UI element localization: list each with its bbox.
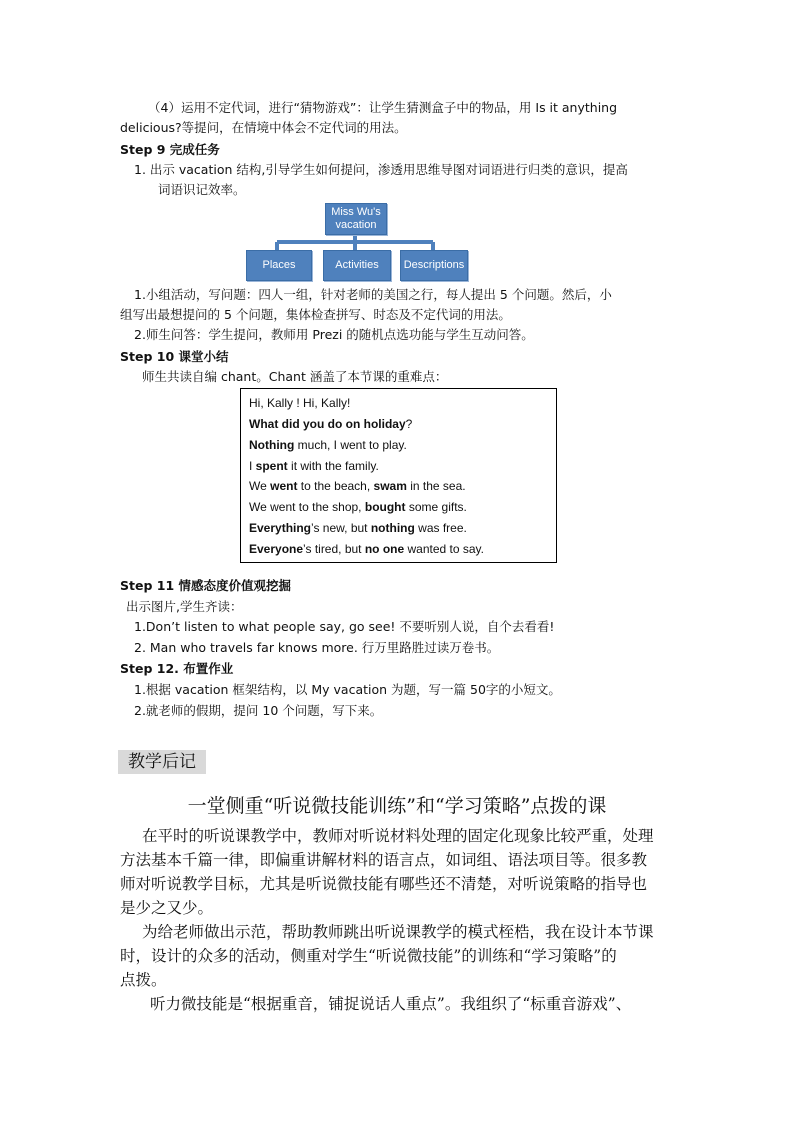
intro-line-1: （4）运用不定代词，进行“猜物游戏”：让学生猜测盒子中的物品，用 Is it anything xyxy=(148,100,618,115)
step9-item1-line2: 词语识记效率。 xyxy=(158,182,246,197)
chant-line-8: Everyone’s tired, but no one wanted to say. xyxy=(249,542,484,556)
step12-item2: 2.就老师的假期，提问 10 个问题，写下来。 xyxy=(134,703,383,718)
step10-intro: 师生共读自编 chant。Chant 涵盖了本节课的重难点： xyxy=(142,369,448,384)
postscript-heading: 教学后记 xyxy=(118,750,206,774)
postscript-p3-line1: 听力微技能是“根据重音，铺捉说话人重点”。我组织了“标重音游戏”、 xyxy=(150,995,632,1013)
mindmap-node-descriptions: Descriptions xyxy=(400,250,468,281)
chant-line-3: Nothing much, I went to play. xyxy=(249,438,407,452)
mindmap-root: Miss Wu's vacation xyxy=(325,203,387,235)
chant-line-6: We went to the shop, bought some gifts. xyxy=(249,500,467,514)
step9-item1-line1: 1. 出示 vacation 结构,引导学生如何提问，渗透用思维导图对词语进行归类的意识，提高 xyxy=(134,162,628,177)
chant-line-4: I spent it with the family. xyxy=(249,459,379,473)
postscript-p1-line2: 方法基本千篇一律，即偏重讲解材料的语言点，如词组、语法项目等。很多教 xyxy=(120,851,648,869)
step11-intro: 出示图片,学生齐读： xyxy=(126,599,243,614)
postscript-title: 一堂侧重“听说微技能训练”和“学习策略”点拨的课 xyxy=(187,795,607,817)
postscript-p1-line1: 在平时的听说课教学中，教师对听说材料处理的固定化现象比较严重，处理 xyxy=(142,827,654,845)
step11-item2: 2. Man who travels far knows more. 行万里路胜过读万卷书。 xyxy=(134,640,500,655)
chant-line-5: We went to the beach, swam in the sea. xyxy=(249,479,466,493)
step9-item2-line2: 组写出最想提问的 5 个问题，集体检查拼写、时态及不定代词的用法。 xyxy=(120,307,511,322)
step11-heading: Step 11 情感态度价值观挖掘 xyxy=(120,578,292,593)
step9-heading: Step 9 完成任务 xyxy=(120,142,220,157)
postscript-p1-line3: 师对听说教学目标，尤其是听说微技能有哪些还不清楚，对听说策略的指导也 xyxy=(120,875,648,893)
step11-item1: 1.Don’t listen to what people say, go see! 不要听别人说，自个去看看! xyxy=(134,619,555,634)
chant-line-2: What did you do on holiday? xyxy=(249,417,413,431)
step12-heading: Step 12. 布置作业 xyxy=(120,661,234,676)
postscript-p2-line3: 点拨。 xyxy=(120,971,167,989)
step10-heading: Step 10 课堂小结 xyxy=(120,349,229,364)
postscript-p1-line4: 是少之又少。 xyxy=(120,899,214,917)
postscript-p2-line2: 时，设计的众多的活动，侧重对学生“听说微技能”的训练和“学习策略”的 xyxy=(120,947,617,965)
chant-line-7: Everything’s new, but nothing was free. xyxy=(249,521,467,535)
step12-item1: 1.根据 vacation 框架结构，以 My vacation 为题，写一篇 50字的小短文。 xyxy=(134,682,561,697)
step9-item3: 2.师生问答：学生提问，教师用 Prezi 的随机点选功能与学生互动问答。 xyxy=(134,327,534,342)
intro-line-2: delicious?等提问，在情境中体会不定代词的用法。 xyxy=(120,120,407,135)
step9-item2-line1: 1.小组活动，写问题：四人一组，针对老师的美国之行，每人提出 5 个问题。然后，小 xyxy=(134,287,612,302)
mindmap-node-places: Places xyxy=(246,250,312,281)
postscript-p2-line1: 为给老师做出示范，帮助教师跳出听说课教学的模式桎梏，我在设计本节课 xyxy=(142,923,654,941)
chant-line-1: Hi, Kally ! Hi, Kally! xyxy=(249,396,351,410)
mindmap-node-activities: Activities xyxy=(323,250,391,281)
chant-box xyxy=(240,388,557,563)
